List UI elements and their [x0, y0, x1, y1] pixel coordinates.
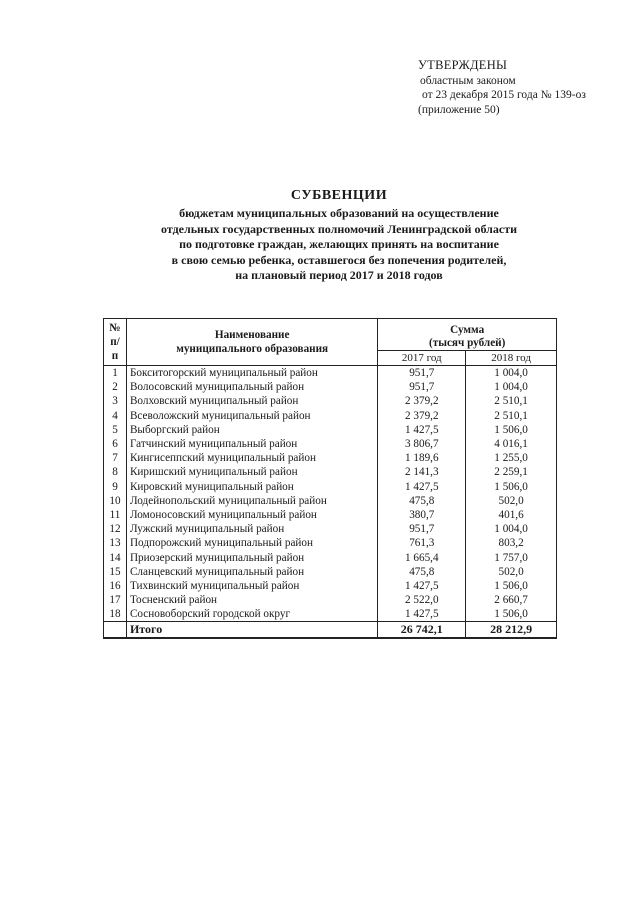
row-2018: 502,0	[466, 494, 557, 508]
table-row	[104, 579, 557, 593]
table-row	[104, 565, 557, 579]
table-row	[104, 593, 557, 607]
header-name: Наименование муниципального образования	[126, 319, 377, 366]
row-name: Всеволожский муниципальный район	[126, 409, 377, 423]
row-2017: 951,7	[378, 380, 466, 394]
approval-date: от 23 декабря 2015 года № 139-оз	[422, 89, 586, 101]
row-name: Кингисеппский муниципальный район	[126, 451, 377, 465]
row-2018: 2 510,1	[466, 394, 557, 408]
row-name: Лужский муниципальный район	[126, 522, 377, 536]
row-2018: 1 506,0	[466, 607, 557, 622]
row-2018: 1 004,0	[466, 380, 557, 394]
row-2018: 502,0	[466, 565, 557, 579]
row-2017: 1 189,6	[378, 451, 466, 465]
row-number: 5	[104, 423, 127, 437]
row-name: Сосновоборский городской округ	[126, 607, 377, 622]
row-2017: 951,7	[378, 522, 466, 536]
row-name: Сланцевский муниципальный район	[126, 565, 377, 579]
row-2017: 2 379,2	[378, 409, 466, 423]
row-name: Кировский муниципальный район	[126, 480, 377, 494]
row-number: 4	[104, 409, 127, 423]
row-2017: 475,8	[378, 494, 466, 508]
document-heading	[100, 188, 578, 284]
row-name: Волховский муниципальный район	[126, 394, 377, 408]
table-row	[104, 465, 557, 479]
row-number: 8	[104, 465, 127, 479]
row-name: Волосовский муниципальный район	[126, 380, 377, 394]
row-name: Тихвинский муниципальный район	[126, 579, 377, 593]
table-row	[104, 409, 557, 423]
row-2018: 2 259,1	[466, 465, 557, 479]
total-row	[104, 622, 557, 638]
row-name: Гатчинский муниципальный район	[126, 437, 377, 451]
table-row	[104, 508, 557, 522]
row-2017: 2 379,2	[378, 394, 466, 408]
heading-line: отдельных государственных полномочий Ленинградской области	[160, 221, 518, 236]
row-name: Приозерский муниципальный район	[126, 550, 377, 564]
row-2017: 2 141,3	[378, 465, 466, 479]
row-number: 12	[104, 522, 127, 536]
total-2018: 28 212,9	[466, 622, 557, 638]
table-row	[104, 451, 557, 465]
row-number: 14	[104, 550, 127, 564]
table-row	[104, 423, 557, 437]
row-2017: 380,7	[378, 508, 466, 522]
row-2018: 2 510,1	[466, 409, 557, 423]
row-number: 13	[104, 536, 127, 550]
approval-appendix: (приложение 50)	[418, 103, 500, 116]
row-2018: 4 016,1	[466, 437, 557, 451]
heading-line: в свою семью ребенка, оставшегося без попечения родителей,	[171, 252, 507, 267]
row-name: Лодейнопольский муниципальный район	[126, 494, 377, 508]
header-year-2017: 2017 год	[378, 351, 466, 366]
row-name: Киришский муниципальный район	[126, 465, 377, 479]
table-row	[104, 550, 557, 564]
row-2018: 401,6	[466, 508, 557, 522]
row-2017: 1 427,5	[378, 579, 466, 593]
row-2018: 1 506,0	[466, 423, 557, 437]
row-number: 10	[104, 494, 127, 508]
approval-block	[418, 58, 586, 117]
row-2017: 2 522,0	[378, 593, 466, 607]
row-2018: 1 506,0	[466, 480, 557, 494]
row-number: 2	[104, 380, 127, 394]
row-name: Ломоносовский муниципальный район	[126, 508, 377, 522]
row-number: 1	[104, 366, 127, 381]
row-name: Бокситогорский муниципальный район	[126, 366, 377, 381]
document-title: СУБВЕНЦИИ	[290, 188, 388, 203]
approval-title: УТВЕРЖДЕНЫ	[418, 58, 508, 72]
row-number: 18	[104, 607, 127, 622]
table-row	[104, 480, 557, 494]
header-number: № п/п	[104, 319, 127, 366]
subsidy-table	[103, 318, 557, 639]
table-row	[104, 494, 557, 508]
approval-law: областным законом	[420, 74, 516, 87]
row-2017: 1 427,5	[378, 423, 466, 437]
row-2017: 1 427,5	[378, 607, 466, 622]
row-number: 9	[104, 480, 127, 494]
row-number: 6	[104, 437, 127, 451]
row-2017: 1 427,5	[378, 480, 466, 494]
row-number: 7	[104, 451, 127, 465]
row-2017: 1 665,4	[378, 550, 466, 564]
row-2018: 1 004,0	[466, 366, 557, 381]
heading-line: по подготовке граждан, желающих принять на воспитание	[179, 237, 499, 251]
total-2017: 26 742,1	[378, 622, 466, 638]
row-name: Выборгский район	[126, 423, 377, 437]
row-2018: 1 757,0	[466, 550, 557, 564]
row-number: 17	[104, 593, 127, 607]
table-row	[104, 380, 557, 394]
row-2017: 475,8	[378, 565, 466, 579]
row-name: Подпорожский муниципальный район	[126, 536, 377, 550]
row-number: 16	[104, 579, 127, 593]
row-2018: 2 660,7	[466, 593, 557, 607]
heading-line: на плановый период 2017 и 2018 годов	[235, 268, 443, 282]
table-row	[104, 522, 557, 536]
row-number: 3	[104, 394, 127, 408]
table-row	[104, 437, 557, 451]
table-row	[104, 536, 557, 550]
row-number: 11	[104, 508, 127, 522]
row-2017: 3 806,7	[378, 437, 466, 451]
row-2018: 1 255,0	[466, 451, 557, 465]
table-row	[104, 366, 557, 381]
row-2017: 761,3	[378, 536, 466, 550]
row-2017: 951,7	[378, 366, 466, 381]
row-2018: 803,2	[466, 536, 557, 550]
total-label: Итого	[126, 622, 377, 638]
header-sum: Сумма (тысяч рублей)	[378, 319, 557, 351]
row-number: 15	[104, 565, 127, 579]
heading-line: бюджетам муниципальных образований на осуществление	[179, 206, 499, 220]
row-2018: 1 506,0	[466, 579, 557, 593]
row-name: Тосненский район	[126, 593, 377, 607]
table-row	[104, 607, 557, 622]
row-2018: 1 004,0	[466, 522, 557, 536]
table-row	[104, 394, 557, 408]
header-year-2018: 2018 год	[466, 351, 557, 366]
